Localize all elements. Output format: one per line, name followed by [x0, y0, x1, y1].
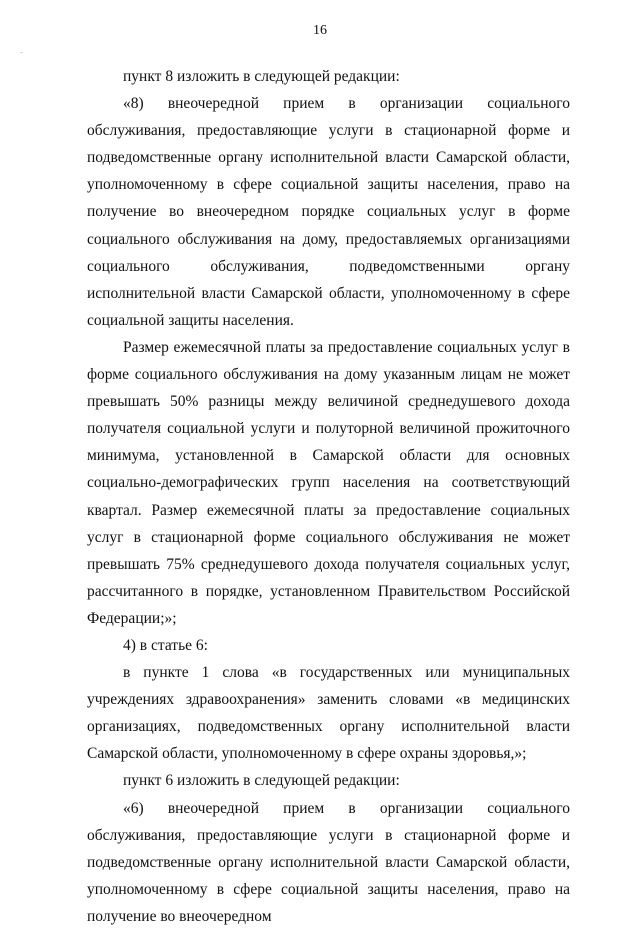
scan-artifact — [20, 52, 23, 53]
paragraph-item-6-text: «6) внеочередной прием в организации социального обслуживания, предоставляющие услуги в стационарной форме и подведомственные органу исполнительной власти Самарской области, уполномоченному в сфере социальной защиты населения, право на получение во внеочередном — [87, 799, 570, 925]
page-number: 16 — [313, 23, 327, 38]
paragraph-item-1-replace: в пункте 1 слова «в государственных или муниципальных учреждениях здравоохранения» заменить словами «в медицинских организациях, подведомственных органу исполнительной власти Самарской области, уполномоченному в сфере охраны здоровья,»; — [87, 664, 570, 763]
document-body — [87, 63, 570, 930]
paragraph-monthly-fee: Размер ежемесячной платы за предоставление социальных услуг в форме социального обслуживания на дому указанным лицам не может превышать 50% разницы между величиной среднедушевого дохода получателя социальной услуги и полуторной величиной прожиточного минимума, установленной в Самарской области для основных социально-демографических групп населения на соответствующий квартал. Размер ежемесячной платы за предоставление социальных услуг в стационарной форме социального обслуживания не может превышать 75% среднедушевого дохода получателя социальных услуг, рассчитанного в порядке, установленном Правительством Российской Федерации;»; — [87, 338, 570, 627]
paragraph-item-8-text: «8) внеочередной прием в организации социального обслуживания, предоставляющие услуги в стационарной форме и подведомственные органу исполнительной власти Самарской области, уполномоченному в сфере социальной защиты населения, право на получение во внеочередном порядке социальных услуг в форме социального обслуживания на дому, предоставляемых организациями социального обслуживания, подведомственными органу исполнительной власти Самарской области, уполномоченному в сфере социальной защиты населения. — [87, 95, 570, 329]
paragraph-article-6: 4) в статье 6: — [123, 636, 208, 654]
paragraph-amend-item-6: пункт 6 изложить в следующей редакции: — [123, 772, 400, 790]
paragraph-amend-item-8: пункт 8 изложить в следующей редакции: — [123, 68, 400, 85]
